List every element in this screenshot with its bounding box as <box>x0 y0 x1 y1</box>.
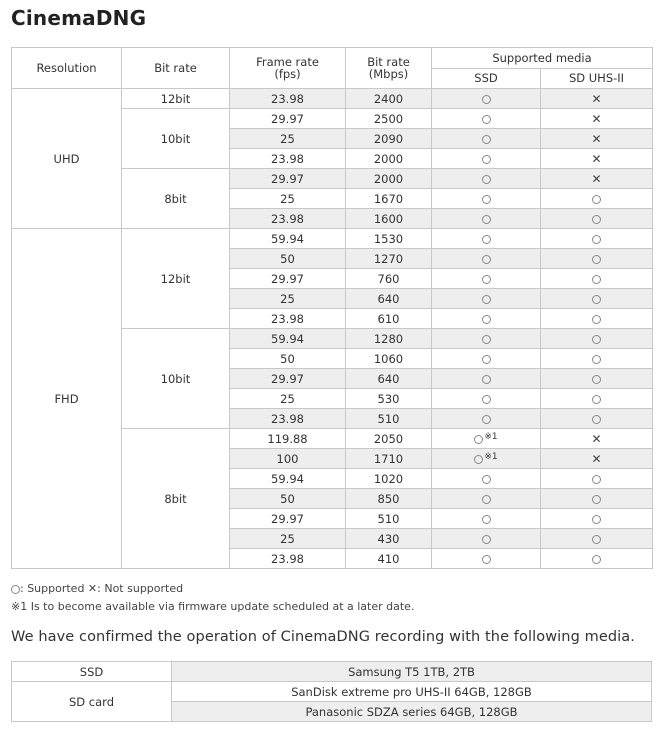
circle-icon <box>592 255 601 264</box>
mbps-cell: 640 <box>346 369 432 389</box>
media-ssd-value: Samsung T5 1TB, 2TB <box>172 662 652 682</box>
mbps-cell: 2050 <box>346 429 432 449</box>
mbps-cell: 1670 <box>346 189 432 209</box>
circle-icon <box>592 295 601 304</box>
bitdepth-cell: 12bit <box>122 229 230 329</box>
fps-cell: 23.98 <box>230 149 346 169</box>
ssd-support-cell <box>432 489 541 509</box>
ssd-support-cell <box>432 549 541 569</box>
sd-support-cell <box>541 229 653 249</box>
mbps-cell: 640 <box>346 289 432 309</box>
sd-support-cell <box>541 289 653 309</box>
sd-support-cell <box>541 249 653 269</box>
table-row <box>12 229 653 249</box>
fps-cell: 29.97 <box>230 509 346 529</box>
circle-icon <box>482 175 491 184</box>
bitdepth-cell: 10bit <box>122 329 230 429</box>
circle-icon <box>592 335 601 344</box>
sd-support-cell <box>541 549 653 569</box>
fps-cell: 25 <box>230 389 346 409</box>
sd-support-cell <box>541 149 653 169</box>
header-sd: SD UHS-II <box>541 68 653 89</box>
mbps-cell: 760 <box>346 269 432 289</box>
fps-cell: 23.98 <box>230 549 346 569</box>
bitdepth-cell: 8bit <box>122 429 230 569</box>
circle-icon <box>482 475 491 484</box>
circle-icon <box>482 95 491 104</box>
circle-icon <box>482 415 491 424</box>
ssd-support-cell <box>432 149 541 169</box>
legend <box>11 582 183 595</box>
ssd-support-cell <box>432 409 541 429</box>
circle-icon <box>592 415 601 424</box>
header-framerate <box>230 48 346 89</box>
circle-icon <box>592 395 601 404</box>
circle-icon <box>482 215 491 224</box>
circle-icon <box>482 195 491 204</box>
ssd-support-cell <box>432 169 541 189</box>
fps-cell: 29.97 <box>230 169 346 189</box>
sd-support-cell <box>541 369 653 389</box>
sd-support-cell <box>541 489 653 509</box>
fps-cell: 29.97 <box>230 109 346 129</box>
ssd-support-cell <box>432 529 541 549</box>
media-sd-label: SD card <box>12 682 172 722</box>
sd-support-cell <box>541 449 653 469</box>
circle-icon <box>592 515 601 524</box>
ssd-support-cell <box>432 109 541 129</box>
mbps-cell: 1710 <box>346 449 432 469</box>
circle-icon <box>592 215 601 224</box>
bitdepth-cell: 12bit <box>122 89 230 109</box>
spec-table <box>11 47 653 569</box>
fps-cell: 25 <box>230 289 346 309</box>
circle-icon <box>482 535 491 544</box>
cross-icon: ✕ <box>591 131 602 146</box>
circle-icon <box>592 475 601 484</box>
mbps-cell: 1060 <box>346 349 432 369</box>
sd-support-cell <box>541 189 653 209</box>
fps-cell: 50 <box>230 349 346 369</box>
header-framerate-text: Frame rate (fps) <box>256 54 319 81</box>
sd-support-cell <box>541 429 653 449</box>
fps-cell: 100 <box>230 449 346 469</box>
fps-cell: 59.94 <box>230 329 346 349</box>
circle-icon <box>592 535 601 544</box>
mbps-cell: 1530 <box>346 229 432 249</box>
circle-icon <box>474 455 483 464</box>
mbps-cell: 510 <box>346 509 432 529</box>
resolution-cell: UHD <box>12 89 122 229</box>
ssd-support-cell <box>432 369 541 389</box>
mbps-cell: 1020 <box>346 469 432 489</box>
fps-cell: 50 <box>230 249 346 269</box>
fps-cell: 119.88 <box>230 429 346 449</box>
sd-support-cell <box>541 269 653 289</box>
circle-icon <box>482 255 491 264</box>
ssd-support-cell <box>432 469 541 489</box>
circle-icon <box>482 115 491 124</box>
circle-icon <box>482 235 491 244</box>
spec-body <box>12 89 653 569</box>
mbps-cell: 430 <box>346 529 432 549</box>
header-supported-media: Supported media <box>432 48 653 69</box>
header-bitrate: Bit rate <box>122 48 230 89</box>
sd-support-cell <box>541 389 653 409</box>
ssd-support-cell <box>432 289 541 309</box>
mbps-cell: 2090 <box>346 129 432 149</box>
cross-icon: ✕ <box>591 111 602 126</box>
fps-cell: 59.94 <box>230 469 346 489</box>
mbps-cell: 510 <box>346 409 432 429</box>
resolution-cell: FHD <box>12 229 122 569</box>
circle-icon <box>482 355 491 364</box>
circle-icon <box>482 515 491 524</box>
ssd-support-cell <box>432 89 541 109</box>
ssd-support-cell <box>432 449 541 469</box>
circle-icon <box>11 585 20 594</box>
header-ssd: SSD <box>432 68 541 89</box>
ssd-support-cell <box>432 389 541 409</box>
fps-cell: 23.98 <box>230 209 346 229</box>
bitdepth-cell: 10bit <box>122 109 230 169</box>
ssd-support-cell <box>432 229 541 249</box>
header-resolution: Resolution <box>12 48 122 89</box>
circle-icon <box>482 155 491 164</box>
ssd-support-cell <box>432 429 541 449</box>
ssd-support-cell <box>432 209 541 229</box>
mbps-cell: 2400 <box>346 89 432 109</box>
media-sd-value: Panasonic SDZA series 64GB, 128GB <box>172 702 652 722</box>
circle-icon <box>592 375 601 384</box>
cross-icon: ✕ <box>591 451 602 466</box>
ssd-support-cell <box>432 349 541 369</box>
circle-icon <box>482 375 491 384</box>
circle-icon <box>592 555 601 564</box>
circle-icon <box>592 195 601 204</box>
sd-support-cell <box>541 529 653 549</box>
circle-icon <box>592 315 601 324</box>
circle-icon <box>482 335 491 344</box>
circle-icon <box>474 435 483 444</box>
sd-support-cell <box>541 409 653 429</box>
ssd-support-cell <box>432 329 541 349</box>
sd-support-cell <box>541 109 653 129</box>
circle-icon <box>482 495 491 504</box>
mbps-cell: 850 <box>346 489 432 509</box>
page-title: CinemaDNG <box>11 6 147 30</box>
fps-cell: 23.98 <box>230 89 346 109</box>
confirm-text: We have confirmed the operation of CinemaDNG recording with the following media. <box>11 629 635 645</box>
fps-cell: 29.97 <box>230 269 346 289</box>
footnote: ※1 Is to become available via firmware update scheduled at a later date. <box>11 600 415 613</box>
sd-support-cell <box>541 129 653 149</box>
fps-cell: 23.98 <box>230 409 346 429</box>
ssd-support-cell <box>432 509 541 529</box>
circle-icon <box>482 295 491 304</box>
fps-cell: 25 <box>230 189 346 209</box>
legend-text: : Supported ✕: Not supported <box>20 582 184 595</box>
fps-cell: 50 <box>230 489 346 509</box>
sd-support-cell <box>541 469 653 489</box>
fps-cell: 29.97 <box>230 369 346 389</box>
sd-support-cell <box>541 89 653 109</box>
header-mbps <box>346 48 432 89</box>
media-table <box>11 661 652 722</box>
mbps-cell: 2500 <box>346 109 432 129</box>
sd-support-cell <box>541 309 653 329</box>
fps-cell: 23.98 <box>230 309 346 329</box>
ssd-support-cell <box>432 249 541 269</box>
footnote-mark: ※1 <box>484 451 498 462</box>
ssd-support-cell <box>432 189 541 209</box>
fps-cell: 59.94 <box>230 229 346 249</box>
ssd-support-cell <box>432 309 541 329</box>
circle-icon <box>482 395 491 404</box>
sd-support-cell <box>541 169 653 189</box>
media-sd-value: SanDisk extreme pro UHS-II 64GB, 128GB <box>172 682 652 702</box>
fps-cell: 25 <box>230 129 346 149</box>
media-ssd-label: SSD <box>12 662 172 682</box>
bitdepth-cell: 8bit <box>122 169 230 229</box>
sd-support-cell <box>541 509 653 529</box>
circle-icon <box>592 355 601 364</box>
circle-icon <box>482 275 491 284</box>
footnote-mark: ※1 <box>484 431 498 442</box>
ssd-support-cell <box>432 129 541 149</box>
mbps-cell: 610 <box>346 309 432 329</box>
mbps-cell: 1270 <box>346 249 432 269</box>
table-row <box>12 89 653 109</box>
header-mbps-text: Bit rate (Mbps) <box>367 54 410 81</box>
mbps-cell: 2000 <box>346 149 432 169</box>
mbps-cell: 1600 <box>346 209 432 229</box>
mbps-cell: 1280 <box>346 329 432 349</box>
circle-icon <box>592 275 601 284</box>
circle-icon <box>592 235 601 244</box>
mbps-cell: 2000 <box>346 169 432 189</box>
cross-icon: ✕ <box>591 431 602 446</box>
circle-icon <box>592 495 601 504</box>
circle-icon <box>482 315 491 324</box>
mbps-cell: 410 <box>346 549 432 569</box>
sd-support-cell <box>541 329 653 349</box>
cross-icon: ✕ <box>591 91 602 106</box>
circle-icon <box>482 135 491 144</box>
sd-support-cell <box>541 209 653 229</box>
circle-icon <box>482 555 491 564</box>
cross-icon: ✕ <box>591 151 602 166</box>
fps-cell: 25 <box>230 529 346 549</box>
sd-support-cell <box>541 349 653 369</box>
mbps-cell: 530 <box>346 389 432 409</box>
cross-icon: ✕ <box>591 171 602 186</box>
ssd-support-cell <box>432 269 541 289</box>
